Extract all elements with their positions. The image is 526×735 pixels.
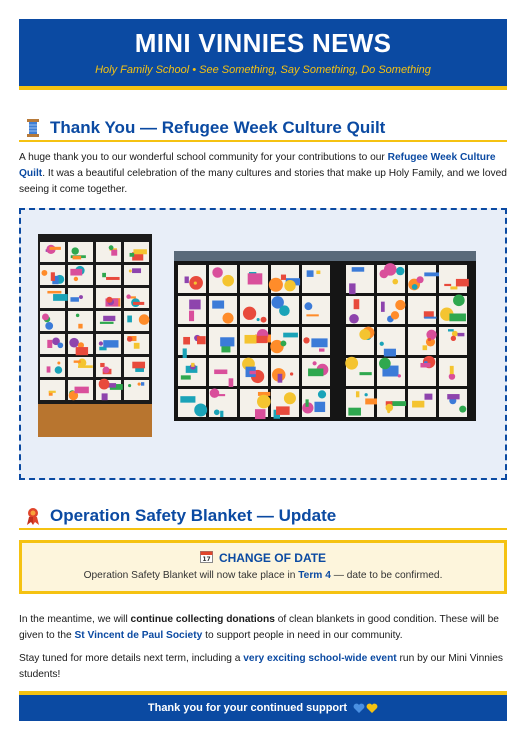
quilt-photo-gallery xyxy=(19,208,507,480)
donations-text-a: In the meantime, we will xyxy=(19,614,131,625)
svg-text:17: 17 xyxy=(202,556,211,563)
heart-icons xyxy=(353,703,378,714)
ribbon-icon xyxy=(22,507,44,525)
newsletter-header xyxy=(19,19,507,90)
notice-text-a: Operation Safety Blanket will now take place in xyxy=(83,570,299,581)
newsletter-tagline: Holy Family School • See Something, Say Something, Do Something xyxy=(95,64,431,76)
donations-text-b: of clean blankets in good condition. These will be given to the xyxy=(19,614,499,641)
donations-paragraph xyxy=(19,612,507,644)
newsletter-title: MINI VINNIES NEWS xyxy=(134,28,392,58)
notice-heading: CHANGE OF DATE xyxy=(218,551,327,565)
section-quilt-heading xyxy=(19,116,507,142)
event-text-a: Stay tuned for more details next term, including a xyxy=(19,653,244,664)
section-quilt-title: Thank You — Refugee Week Culture Quilt xyxy=(50,118,386,137)
yellow-heart-icon xyxy=(366,703,378,714)
event-paragraph xyxy=(19,651,507,683)
spool-icon xyxy=(22,119,44,137)
blue-heart-icon xyxy=(353,703,365,714)
svdp-name: St Vincent de Paul Society xyxy=(74,630,203,641)
section-blanket-heading xyxy=(19,504,507,530)
change-of-date-notice xyxy=(19,540,507,594)
donations-bold: continue collecting donations xyxy=(130,614,275,625)
event-text-b: run by our Mini Vinnies students! xyxy=(19,653,503,680)
notice-text-b: — date to be confirmed. xyxy=(330,570,443,581)
quilt-text-b: . It was a beautiful celebration of the many cultures and stories that make up Holy Family, and we loved seeing it come together. xyxy=(19,168,507,195)
calendar-icon xyxy=(200,550,213,566)
section-blanket-title: Operation Safety Blanket — Update xyxy=(50,506,337,525)
quilt-photo-right xyxy=(174,251,476,421)
newsletter-footer xyxy=(19,691,507,721)
quilt-photo-left xyxy=(38,234,152,437)
quilt-text-a: A huge thank you to our wonderful school community for your contributions to our xyxy=(19,152,388,163)
event-bold: very exciting school-wide event xyxy=(243,653,397,664)
quilt-paragraph xyxy=(19,150,507,198)
notice-term: Term 4 xyxy=(298,570,331,581)
quilt-highlight: Refugee Week Culture Quilt xyxy=(19,152,496,179)
notice-body xyxy=(22,570,504,581)
donations-text-c: to support people in need in our community. xyxy=(202,630,403,641)
footer-text: Thank you for your continued support xyxy=(147,702,348,714)
